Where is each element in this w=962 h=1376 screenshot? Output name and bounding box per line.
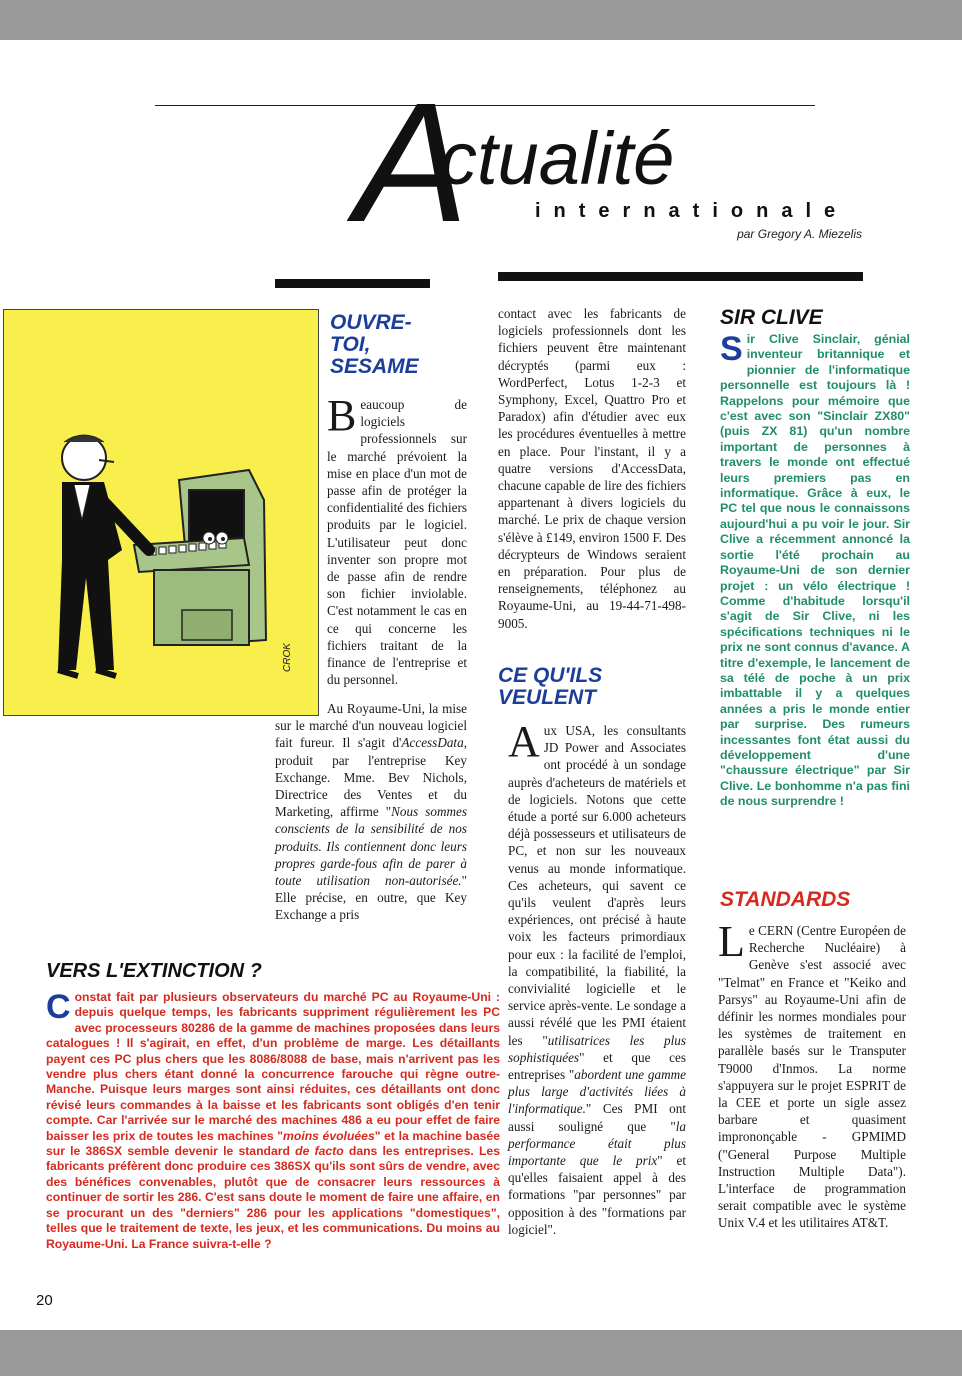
extinction-heading: VERS L'EXTINCTION ? xyxy=(46,960,262,982)
ouvre-paragraph-2: Au Royaume-Uni, la mise sur le marché d'un nouveau logiciel fait fureur. Il s'agit d' xyxy=(275,701,467,751)
ouvre-heading-line: TOI, xyxy=(330,333,371,357)
veulent-quote: abordent une gamme plus large d'activités liées à l'informatique. xyxy=(508,1067,686,1117)
extinction-paragraph: onstat fait par plusieurs observateurs du marché PC au Royaume-Uni : depuis quelque temps, les fabricants suppriment régulièrement les PC avec processeurs 80286 de la gamme de machines proposées dans leurs catalogues ! Il s'agirait, en effet, d'un problème de marge. Les détaillants payent ces PC plus chers que les 8086/8088 de base, mais n'arrivent pas les vendre plus chers étant donné la concurrence farouche qui règne outre-Manche. Puisque leurs marges sont ainsi réduites, ces détaillants ont donc révisé leurs commandes à la baisse et les fabricants sont obligés d'en tenir compte. Car l'arrivée sur le marché des machines 486 a eu pour effet de faire baisser les prix de toutes les machines " xyxy=(46,990,500,1143)
title-initial: A xyxy=(355,68,463,258)
veulent-heading xyxy=(498,665,602,709)
ouvre-continuation: contact avec les fabricants de logiciels professionnels dont les fichiers peuvent être maintenant décryptés (parmi eux : WordPerfect, Lotus 1-2-3 et Symphony, Excel, Quattro Pro et Paradox) afin d'étudier avec eux les procédures éventuelles à mettre en place. Pour l'instant, il y a quatre versions d'AccessData, chacune capable de lire des fichiers appartenant à divers logiciels du marché. Le prix de chaque version s'élève à £149, environ 1500 F. Des décrypteurs de Windows seraient en préparation. Pour plus de renseignements, téléphonez au Royaume-Uni, au 19-44-71-498-9005. xyxy=(498,306,686,631)
bottom-band xyxy=(0,1330,962,1376)
veulent-quote: la performance était plus importante que le prix xyxy=(508,1118,686,1169)
veulent-heading-line: VEULENT xyxy=(498,686,597,710)
extinction-paragraph: dans les entreprises. Les fabricants préfèrent donc produire ces 386SX qu'ils sont sûrs de vendre, avec des bénéfices convenables, plutôt que de consacrer leurs ressources à continuer de sortir les 286. C'est sans doute le moment de faire une affaire, en se procurant un des "derniers" 286 pour les applications "domestiques", telles que le traitement de texte, les jeux, et les communications. Du moins au Royaume-Uni. La France suivra-t-elle ? xyxy=(46,1144,500,1251)
veulent-paragraph: " et que ces entreprises " xyxy=(508,1049,686,1083)
column-rule-left xyxy=(275,279,430,288)
ouvre-body-1 xyxy=(327,391,467,688)
sirclive-dropcap: S xyxy=(720,330,743,368)
sirclive-paragraph: ir Clive Sinclair, génial inventeur britannique et pionnier de l'informatique personnelle est toujours là ! Rappelons pour mémoire que c'est avec son "Sinclair ZX80" (puis ZX 81) qu'un nombre important de personnes à travers le monde ont effectué leurs premiers pas en informatique. Grâce à eux, le PC tel que nous le connaissons aujourd'hui a pu voir le jour. Sir Clive a récemment annoncé la sortie l'été prochain au Royaume-Uni de son dernier projet : un vélo électrique ! Comme d'habitude lorsqu'il s'agit de Sir Clive, ni les spécifications techniques ni le prix ne sont connus d'avance. A titre d'exemple, le lancement de sa télé de poche à un prix imbattable il y a quelques années a pris le monde entier par surprise. Des rumeurs incessantes font état aussi du développement d'une "chaussure électrique" par Sir Clive. Le bonhomme n'a pas fini de nous surprendre ! xyxy=(720,332,910,809)
ouvre-heading xyxy=(330,312,419,378)
veulent-paragraph: " Ces PMI ont aussi souligné que " xyxy=(508,1101,686,1134)
byline: par Gregory A. Miezelis xyxy=(737,227,862,241)
ouvre-dropcap: B xyxy=(327,391,357,440)
ouvre-heading-line: SESAME xyxy=(330,355,419,379)
standards-body xyxy=(718,917,906,1232)
ouvre-paragraph-1: eaucoup de logiciels professionnels sur le marché prévoient la mise en place d'un mot de passe afin de protéger la confidentialité des fichiers produits par le logiciel. L'utilisateur peut donc inventer son propre mot de passe afin de rendre son fichier inviolable. C'est notamment le cas en ce qui concerne les fichiers traitant de la finance de l'entreprise et du personnel. xyxy=(327,397,467,688)
illustration-signature: CROK xyxy=(282,643,293,672)
page-subtitle: internationale xyxy=(535,200,849,222)
computer-cartoon-icon xyxy=(4,310,318,715)
sirclive-heading: SIR CLIVE xyxy=(720,306,823,329)
ouvre-body-2 xyxy=(275,700,467,924)
extinction-dropcap: C xyxy=(46,988,71,1026)
veulent-quote: utilisatrices les plus sophistiquées xyxy=(508,1032,686,1065)
ouvre-quote: Nous sommes conscients de la sensibilité de nos produits. Ils contiennent donc leurs propres garde-fous afin de parer à toute utilisation non-autorisée. xyxy=(275,804,467,889)
page-number: 20 xyxy=(36,1292,53,1309)
extinction-quote: moins évoluées xyxy=(283,1128,375,1143)
extinction-body xyxy=(46,990,500,1252)
veulent-dropcap: A xyxy=(508,717,540,766)
header-rule xyxy=(155,105,815,106)
page-title: ctualité xyxy=(440,117,675,200)
top-band xyxy=(0,0,962,40)
standards-dropcap: L xyxy=(718,917,745,966)
veulent-body xyxy=(508,717,686,1238)
veulent-heading-line: CE QU'ILS xyxy=(498,664,603,687)
ouvre-paragraph-2b: , produit par l'entreprise Key Exchange. Mme. Bev Nichols, Directrice des Ventes et du Marketing, affirme " xyxy=(275,735,467,820)
cartoon-illustration xyxy=(3,309,319,716)
ouvre-heading-line: OUVRE- xyxy=(330,311,412,334)
ouvre-paragraph-2c: " Elle précise, en outre, que Key Exchange a pris xyxy=(275,873,467,923)
standards-paragraph: e CERN (Centre Européen de Recherche Nucléaire) à Genève s'est associé avec "Telmat" en France et "Keiko and Parsys" au Royaume-Uni afin de définir les normes mondiales pour les systèmes de traitement en parallèle basés sur le Transputer T9000 d'Inmos. La norme s'appuyera sur le projet ESPRIT de la CEE et porte un sigle assez barbare et quasiment imprononçable - GPMIMD ("General Purpose Multiple Instruction Multiple Data"). L'interface de programmation serait compatible avec le système Unix V.4 et les utilitaires AT&T. xyxy=(718,923,906,1231)
column-rule-right xyxy=(498,272,863,281)
sirclive-body xyxy=(720,332,910,810)
product-name: AccessData xyxy=(401,735,464,751)
extinction-paragraph: " et la machine basée sur le 386SX semble devenir le standard xyxy=(46,1128,500,1159)
extinction-quote: de facto xyxy=(295,1144,344,1159)
veulent-paragraph: ux USA, les consultants JD Power and Associates ont procédé à un sondage auprès d'acheteurs de matériels et de logiciels. Notons que cette étude a porté sur 6.000 acheteurs déjà possesseurs et utilisateurs de PC, et non sur les nouveaux venus au monde informatique. Ces acheteurs, qui savent ce qu'ils veulent d'après leurs expériences, ont précisé à haute voix les facteurs primordiaux pour eux : la facilité de l'emploi, la compatibilité, la fiabilité, la convivialité logicielle et le service après-vente. Le sondage a aussi révélé que les PMI étaient les " xyxy=(508,723,686,1048)
standards-heading: STANDARDS xyxy=(720,888,851,911)
veulent-paragraph: " et qu'elles faisaient appel à des formations "par personnes" par opposition à des "formations par logiciel". xyxy=(508,1153,686,1237)
